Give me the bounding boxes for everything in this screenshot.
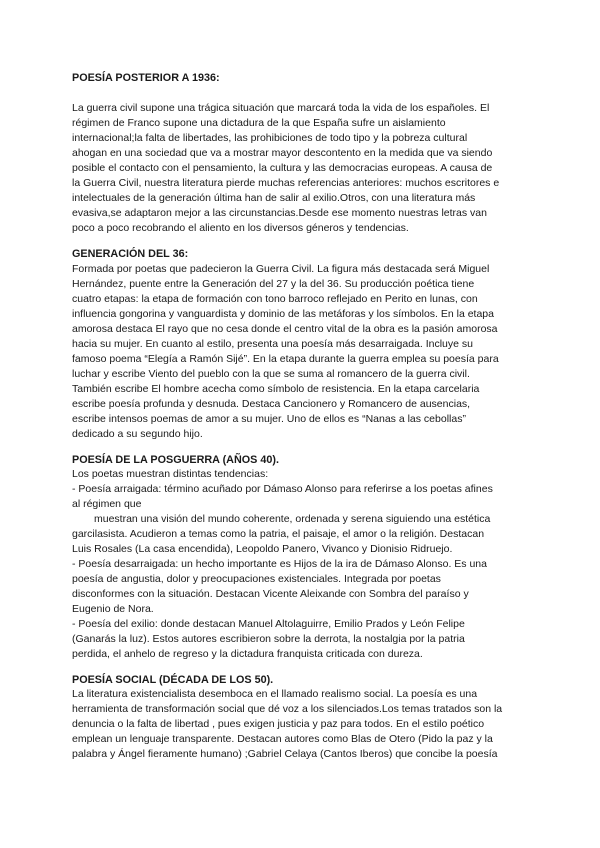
text-line: muestran una visión del mundo coherente, ordenada y serena siguiendo una estética: [94, 513, 491, 525]
text-line: perdida, el anhelo de regreso y la dictadura franquista criticada con dureza.: [72, 648, 423, 660]
text-line: amorosa destaca El rayo que no cesa donde el centro vital de la obra es la pasión amorosa: [72, 323, 498, 335]
text-line: poco a poco recobrando el aliento en los diversos géneros y tendencias.: [72, 222, 409, 234]
text-line: La literatura existencialista desemboca en el llamado realismo social. La poesía es una: [72, 688, 478, 700]
text-line: régimen de Franco supone una dictadura de la que España sufre un aislamiento: [72, 117, 446, 129]
text-line: famoso poema “Elegía a Ramón Sijé”. En la etapa durante la guerra emplea su poesía para: [72, 353, 499, 365]
text-line: hacia su mujer. En cuanto al estilo, presenta una poesía más desarraigada. Incluye su: [72, 338, 473, 350]
text-line: ahogan en una sociedad que va a mostrar mayor descontento en la medida que va siendo: [72, 147, 493, 159]
text-line: garcilasista. Acudieron a temas como la patria, el paisaje, el amor o la religión. Destacan: [72, 528, 485, 540]
text-line: poesía de angustia, dolor y preocupaciones existenciales. Integrada por poetas: [72, 573, 441, 585]
text-line: emplean un lenguaje transparente. Destacan autores como Blas de Otero (Pido la paz y la: [72, 733, 493, 745]
text-line: palabra y Ángel fieramente humano) ;Gabriel Celaya (Cantos Iberos) que concibe la poesía: [72, 748, 498, 760]
section-heading-posguerra: POESÍA DE LA POSGUERRA (AÑOS 40).: [72, 454, 279, 466]
text-line: Formada por poetas que padecieron la Guerra Civil. La figura más destacada será Miguel: [72, 263, 490, 275]
text-line: al régimen que: [72, 498, 142, 510]
text-line: - Poesía del exilio: donde destacan Manuel Altolaguirre, Emilio Prados y León Felipe: [72, 618, 465, 630]
text-line: - Poesía arraigada: término acuñado por Dámaso Alonso para referirse a los poetas afines: [72, 483, 493, 495]
section-heading-generacion-36: GENERACIÓN DEL 36:: [72, 248, 189, 260]
text-line: evasiva,se adaptaron mejor a las circunstancias.Desde ese momento nuestras letras van: [72, 207, 487, 219]
text-line: luchar y escribe Viento del pueblo con la que se suma al romancero de la guerra civil.: [72, 368, 470, 380]
text-line: intelectuales de la generación última han de salir al exilio.Otros, con una literatura más: [72, 192, 476, 204]
section-heading-poesia-social: POESÍA SOCIAL (DÉCADA DE LOS 50).: [72, 674, 274, 686]
text-line: Los poetas muestran distintas tendencias:: [72, 468, 269, 480]
section-body-posguerra: [72, 467, 524, 662]
text-line: influencia gongorina y vanguardista y dominio de las metáforas y los símbolos. En la etapa: [72, 308, 494, 320]
text-line: La guerra civil supone una trágica situación que marcará toda la vida de los españoles. El: [72, 102, 490, 114]
section-body-posterior-1936: [72, 101, 524, 236]
text-line: denuncia o la falta de libertad , pues exigen justicia y paz para todos. En el estilo poético: [72, 718, 485, 730]
text-line: herramienta de transformación social que dé voz a los silenciados.Los temas tratados son la: [72, 703, 503, 715]
text-line: (Ganarás la luz). Estos autores escribieron sobre la derrota, la nostalgia por la patria: [72, 633, 465, 645]
section-body-poesia-social: [72, 687, 524, 762]
section-heading-posterior-1936: POESÍA POSTERIOR A 1936:: [72, 72, 220, 84]
text-line: disconformes con la situación. Destacan Vicente Aleixande con Sombra del paraíso y: [72, 588, 469, 600]
text-line: la Guerra Civil, nuestra literatura pierde muchas referencias anteriores: muchos escritores e: [72, 177, 500, 189]
text-line: cuatro etapas: la etapa de formación con tono barroco reflejado en Perito en lunas, con: [72, 293, 478, 305]
text-line: Hernández, puente entre la Generación del 27 y la del 36. Su producción poética tiene: [72, 278, 475, 290]
text-line: escribe intensos poemas de amor a su mujer. Uno de ellos es “Nanas a las cebollas”: [72, 413, 466, 425]
text-line: posible el contacto con el pensamiento, la cultura y las democracias europeas. A causa de: [72, 162, 493, 174]
text-line: dedicado a su segundo hijo.: [72, 428, 203, 440]
section-body-generacion-36: [72, 262, 524, 442]
text-line: - Poesía desarraigada: un hecho importante es Hijos de la ira de Dámaso Alonso. Es una: [72, 558, 487, 570]
text-line: También escribe El hombre acecha como símbolo de resistencia. En la etapa carcelaria: [72, 383, 480, 395]
text-line: Luis Rosales (La casa encendida), Leopoldo Panero, Vivanco y Dionisio Ridruejo.: [72, 543, 453, 555]
text-line: internacional;la falta de libertades, las prohibiciones de todo tipo y la pobreza cultural: [72, 132, 468, 144]
text-line: Eugenio de Nora.: [72, 603, 154, 615]
text-line: escribe poesía profunda y desnuda. Destaca Cancionero y Romancero de ausencias,: [72, 398, 471, 410]
